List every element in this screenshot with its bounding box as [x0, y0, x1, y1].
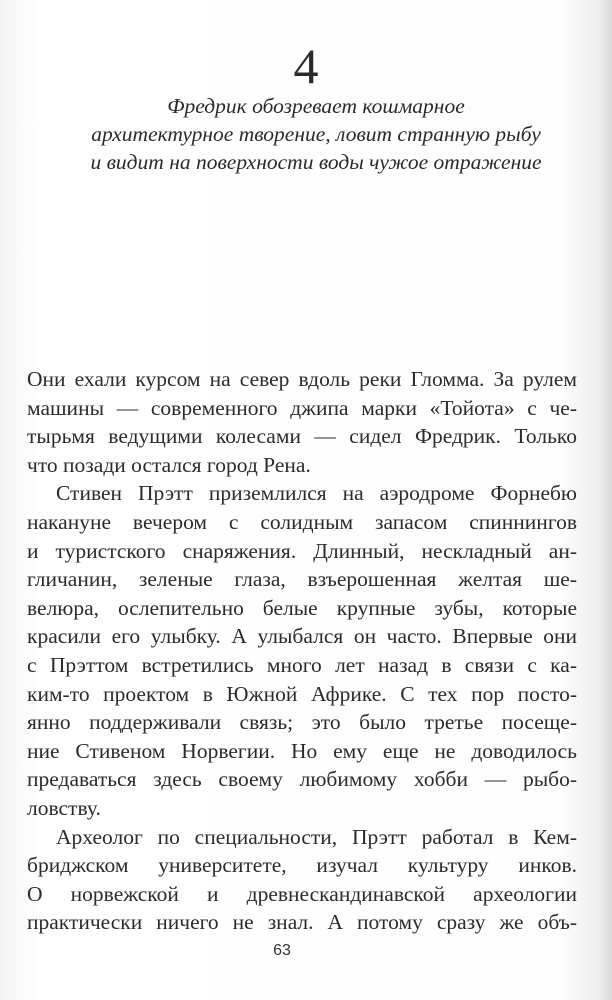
chapter-number: 4 [293, 38, 319, 94]
text-line: О норвежской и древнескандинавской археологии [27, 881, 577, 906]
text-line: янно поддерживали связь; это было третье посеще- [27, 710, 577, 735]
text-line: ловству. [27, 795, 101, 820]
text-line: ким-то проектом в Южной Африке. С тех пор посто- [27, 681, 577, 706]
text-line: и туристского снаряжения. Длинный, нескладный ан- [27, 538, 577, 563]
text-line: машины — современного джипа марки «Тойота» с че- [27, 395, 577, 420]
text-line: Стивен Прэтт приземлился на аэродроме Форнебю [56, 481, 577, 506]
text-line: тырьмя ведущими колесами — сидел Фредрик. Только [27, 424, 577, 449]
text-line: практически ничего не знал. А потому сразу же объ- [27, 910, 577, 935]
text-line: накануне вечером с солидным запасом спиннингов [27, 509, 577, 534]
chapter-subtitle-line: Фредрик обозревает кошмарное [167, 94, 465, 118]
text-line: бриджском университете, изучал культуру инков. [27, 853, 577, 878]
text-line: красили его улыбку. А улыбался он часто. Впервые они [27, 624, 577, 649]
text-line: гличанин, зеленые глаза, взъерошенная желтая ше- [27, 567, 577, 592]
text-line: ние Стивеном Норвегии. Но ему еще не доводилось [27, 738, 577, 763]
chapter-subtitle-line: архитектурное творение, ловит странную рыбу [91, 122, 541, 146]
page-number: 63 [273, 942, 291, 959]
chapter-subtitle-line: и видит на поверхности воды чужое отражение [90, 150, 542, 174]
text-line: велюра, ослепительно белые крупные зубы, которые [27, 595, 577, 620]
text-line: Они ехали курсом на север вдоль реки Гломма. За рулем [27, 367, 577, 391]
text-line: что позади остался город Рена. [27, 452, 311, 477]
text-line: Археолог по специальности, Прэтт работал в Кем- [56, 824, 577, 849]
chapter-subtitle [40, 92, 592, 176]
text-line: предаваться здесь своему любимому хобби — рыбо- [27, 767, 577, 792]
body-text [27, 365, 577, 937]
text-line: с Прэттом встретились много лет назад в связи с ка- [27, 652, 577, 677]
